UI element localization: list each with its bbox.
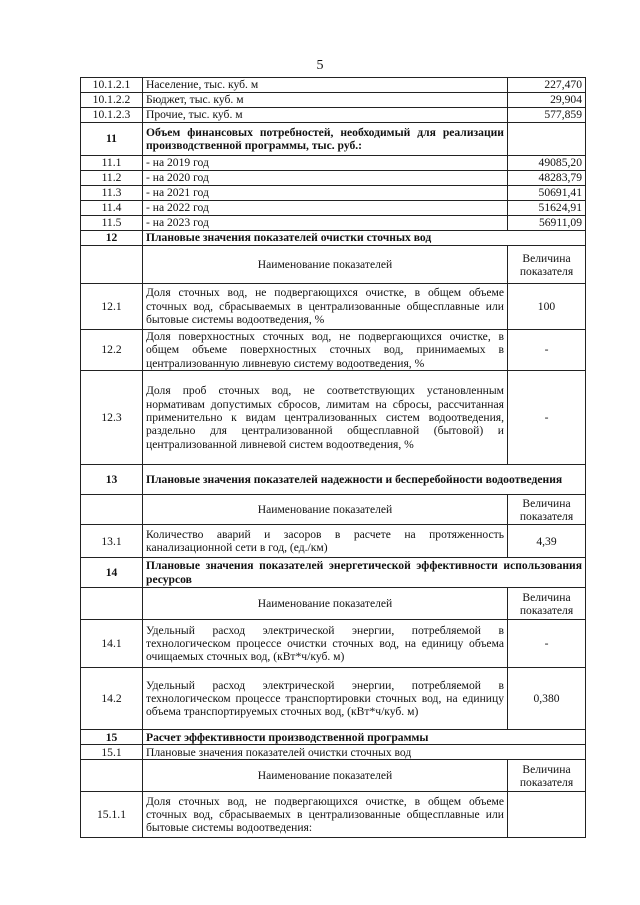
row-number: 11.4 bbox=[81, 201, 143, 216]
table-row bbox=[81, 171, 586, 186]
column-header-value: Величина показателя bbox=[508, 246, 586, 284]
row-value: 50691,41 bbox=[508, 186, 586, 201]
column-header-name: Наименование показателей bbox=[143, 760, 508, 792]
header-row bbox=[81, 588, 586, 620]
row-text: Доля поверхностных сточных вод, не подвергающихся очистке, в общем объеме поверхностных сточных вод, принимаемых в централизованную ливневую систему водоотведения, % bbox=[143, 330, 508, 371]
row-text: Прочие, тыс. куб. м bbox=[143, 108, 508, 123]
row-number: 13.1 bbox=[81, 525, 143, 558]
row-value: 29,904 bbox=[508, 93, 586, 108]
section-row bbox=[81, 231, 586, 246]
section-title: Плановые значения показателей надежности и бесперебойности водоотведения bbox=[143, 465, 586, 495]
table-row bbox=[81, 668, 586, 730]
column-header-value: Величина показателя bbox=[508, 588, 586, 620]
row-text: - на 2023 год bbox=[143, 216, 508, 231]
empty-cell bbox=[81, 588, 143, 620]
row-number: 10.1.2.2 bbox=[81, 93, 143, 108]
row-number: 10.1.2.1 bbox=[81, 78, 143, 93]
row-text: Удельный расход электрической энергии, потребляемой в технологическом процессе транспортировки сточных вод, на единицу объема транспортируемых сточных вод, (кВт*ч/куб. м) bbox=[143, 668, 508, 730]
row-text: Доля проб сточных вод, не соответствующих установленным нормативам допустимых сбросов, лимитам на сбросы, рассчитанная применительно к видам централизованных систем водоотведения, раздельно для централизованной общесплавной (бытовой) и централизованной ливневой систем водоотведения, % bbox=[143, 371, 508, 465]
row-number: 14.1 bbox=[81, 620, 143, 668]
row-value: 227,470 bbox=[508, 78, 586, 93]
empty-cell bbox=[81, 760, 143, 792]
table-row bbox=[81, 620, 586, 668]
row-number: 11.2 bbox=[81, 171, 143, 186]
row-text: Доля сточных вод, не подвергающихся очистке, в общем объеме сточных вод, сбрасываемых в централизованные общесплавные или бытовые системы водоотведения: bbox=[143, 792, 508, 838]
row-number: 14.2 bbox=[81, 668, 143, 730]
row-value: 4,39 bbox=[508, 525, 586, 558]
table-row bbox=[81, 108, 586, 123]
row-number: 11.5 bbox=[81, 216, 143, 231]
header-row bbox=[81, 495, 586, 525]
row-number: 10.1.2.3 bbox=[81, 108, 143, 123]
section-row bbox=[81, 730, 586, 745]
column-header-name: Наименование показателей bbox=[143, 246, 508, 284]
empty-cell bbox=[81, 246, 143, 284]
row-value: - bbox=[508, 620, 586, 668]
table-row bbox=[81, 216, 586, 231]
row-value: 577,859 bbox=[508, 108, 586, 123]
section-number: 12 bbox=[81, 231, 143, 246]
section-title: Плановые значения показателей энергетической эффективности использования ресурсов bbox=[143, 558, 586, 588]
table-row bbox=[81, 792, 586, 838]
row-number: 12.3 bbox=[81, 371, 143, 465]
empty-cell bbox=[508, 123, 586, 156]
row-value: 49085,20 bbox=[508, 156, 586, 171]
page-number: 5 bbox=[316, 58, 324, 73]
section-row bbox=[81, 558, 586, 588]
row-value: 56911,09 bbox=[508, 216, 586, 231]
row-value bbox=[508, 792, 586, 838]
row-value: 51624,91 bbox=[508, 201, 586, 216]
row-text: - на 2022 год bbox=[143, 201, 508, 216]
table-row bbox=[81, 284, 586, 330]
column-header-value: Величина показателя bbox=[508, 760, 586, 792]
row-text: Население, тыс. куб. м bbox=[143, 78, 508, 93]
section-title: Объем финансовых потребностей, необходимый для реализации производственной программы, тыс. руб.: bbox=[143, 123, 508, 156]
table-row bbox=[81, 525, 586, 558]
section-number: 13 bbox=[81, 465, 143, 495]
section-title: Расчет эффективности производственной программы bbox=[143, 730, 586, 745]
header-row bbox=[81, 760, 586, 792]
table-row bbox=[81, 156, 586, 171]
row-text: Бюджет, тыс. куб. м bbox=[143, 93, 508, 108]
row-number: 12.2 bbox=[81, 330, 143, 371]
row-text: - на 2019 год bbox=[143, 156, 508, 171]
row-text: Удельный расход электрической энергии, потребляемой в технологическом процессе очистки сточных вод, на единицу объема очищаемых сточных вод, (кВт*ч/куб. м) bbox=[143, 620, 508, 668]
table-row bbox=[81, 78, 586, 93]
row-number: 15.1.1 bbox=[81, 792, 143, 838]
row-number: 11.3 bbox=[81, 186, 143, 201]
row-text: Количество аварий и засоров в расчете на протяженность канализационной сети в год, (ед./км) bbox=[143, 525, 508, 558]
row-text: - на 2020 год bbox=[143, 171, 508, 186]
section-number: 15 bbox=[81, 730, 143, 745]
empty-cell bbox=[81, 495, 143, 525]
row-value: - bbox=[508, 330, 586, 371]
column-header-name: Наименование показателей bbox=[143, 495, 508, 525]
row-number: 15.1 bbox=[81, 745, 143, 760]
row-value: 0,380 bbox=[508, 668, 586, 730]
row-value: - bbox=[508, 371, 586, 465]
table-row bbox=[81, 371, 586, 465]
row-number: 12.1 bbox=[81, 284, 143, 330]
table-row bbox=[81, 201, 586, 216]
section-number: 14 bbox=[81, 558, 143, 588]
column-header-name: Наименование показателей bbox=[143, 588, 508, 620]
section-row bbox=[81, 123, 586, 156]
header-row bbox=[81, 246, 586, 284]
section-title: Плановые значения показателей очистки сточных вод bbox=[143, 231, 586, 246]
section-number: 11 bbox=[81, 123, 143, 156]
row-number: 11.1 bbox=[81, 156, 143, 171]
row-text: - на 2021 год bbox=[143, 186, 508, 201]
program-table bbox=[80, 77, 586, 838]
row-text: Плановые значения показателей очистки сточных вод bbox=[143, 745, 586, 760]
table-row bbox=[81, 330, 586, 371]
column-header-value: Величина показателя bbox=[508, 495, 586, 525]
row-value: 100 bbox=[508, 284, 586, 330]
row-text: Доля сточных вод, не подвергающихся очистке, в общем объеме сточных вод, сбрасываемых в централизованные общесплавные или бытовые системы водоотведения, % bbox=[143, 284, 508, 330]
table-row bbox=[81, 745, 586, 760]
section-row bbox=[81, 465, 586, 495]
table-row bbox=[81, 186, 586, 201]
table-row bbox=[81, 93, 586, 108]
row-value: 48283,79 bbox=[508, 171, 586, 186]
